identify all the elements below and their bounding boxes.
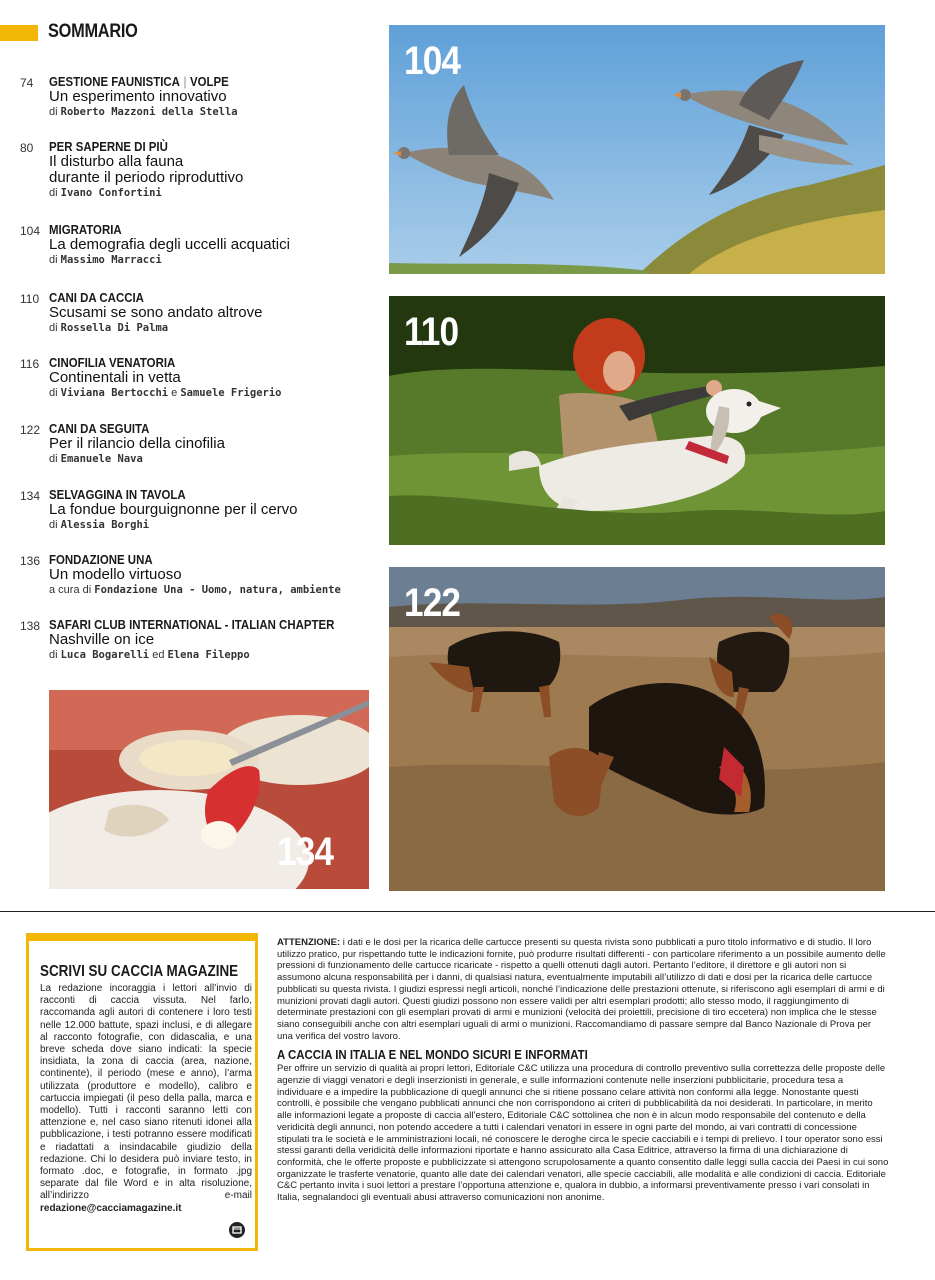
toc-author: di Emanuele Nava <box>49 453 143 465</box>
section-marker <box>0 25 38 41</box>
photo-page-number: 122 <box>404 581 461 625</box>
toc-section: CINOFILIA VENATORIA <box>49 355 176 370</box>
toc-section: MIGRATORIA <box>49 222 122 237</box>
toc-section <box>49 74 339 89</box>
toc-author: a cura di Fondazione Una - Uomo, natura, ambiente <box>49 584 341 596</box>
toc-author: di Massimo Marracci <box>49 254 162 266</box>
email-link[interactable]: redazione@cacciamagazine.it <box>40 1202 182 1214</box>
notice-attention <box>277 937 889 1042</box>
fondue-photo[interactable] <box>49 690 369 889</box>
toc-author: di Viviana Bertocchi e Samuele Frigerio <box>49 387 282 399</box>
pointer-dog-photo[interactable] <box>389 296 885 545</box>
pointer-dog-image <box>389 296 885 545</box>
toc-author: di Rossella Di Palma <box>49 322 169 334</box>
geese-photo[interactable] <box>389 25 885 274</box>
write-submission-box <box>26 933 258 1251</box>
toc-title: Scusami se sono andato altrove <box>49 304 263 321</box>
toc-author: di Ivano Confortini <box>49 187 162 199</box>
write-box-title: SCRIVI SU CACCIA MAGAZINE <box>40 963 239 980</box>
toc-title: Continentali in vetta <box>49 369 181 386</box>
notice-travel-text: Per offrire un servizio di qualità ai propri lettori, Editoriale C&C utilizza una procedura di controllo preventivo sulla correttezza delle proposte delle agenzie di viaggi venatori e degli inserzionisti in generale, e sulle informazioni contenute nelle inserzioni pubblicitarie, procedura tesa a individuare e a impedire la pubblicazione di quegli annunci che si ritiene possano celare attività non conformi alla legge. Nonostante questi controlli, è possibile che vengano pubblicati annunci che non corrispondono ai criteri di pubblicabilità da noi desiderati. In particolare, in merito alle informazioni legate a proposte di caccia all’estero, Editoriale C&C sottolinea che non è in alcun modo responsabile del contenuto e della veridicità degli annunci, non potendo accedere a tutti i calendari venatori in essere in ogni parte del mondo, ai vari contratti di concessione stipulati tra le società e le amministrazioni locali, né conoscere le deroghe circa le specie cacciabili e i tempi di prelievo. I tour operator sono essi stessi garanti della veridicità delle informazioni riportate e hanno assicurato alla Casa Editrice, attraverso la firma di una dichiarazione di conformità, che le offerte proposte e pubblicizzate si attengono scrupolosamente a quanto consentito dalle leggi sulla caccia dei Paesi in cui sono organizzate le trasferte venatorie, quanto alle date dei calendari venatori, alle specie cacciabili, alle modalità e alle condizioni di caccia. Editoriale C&C pertanto invita i suoi lettori a prestare l’opportuna attenzione e, qualora in dubbio, a informarsi preventivamente presso i vari consolati in Italia, segnalandoci gli eventuali abusi attraverso comunicazioni non anonime. <box>277 1063 889 1204</box>
toc-section: FONDAZIONE UNA <box>49 552 153 567</box>
photo-page-number: 110 <box>404 310 459 354</box>
toc-page-number: 80 <box>20 141 34 155</box>
toc-section: SELVAGGINA IN TAVOLA <box>49 487 186 502</box>
toc-title: La fondue bourguignonne per il cervo <box>49 501 298 518</box>
write-box-body <box>40 983 252 1215</box>
toc-author: di Luca Bogarelli ed Elena Fileppo <box>49 649 250 661</box>
notice-lead: ATTENZIONE: <box>277 937 341 948</box>
toc-page-number: 116 <box>20 357 40 371</box>
page-title: SOMMARIO <box>48 21 138 42</box>
toc-title: Per il rilancio della cinofilia <box>49 435 225 452</box>
toc-section: CANI DA SEGUITA <box>49 421 150 436</box>
toc-title-line-2: durante il periodo riproduttivo <box>49 169 244 186</box>
hounds-photo[interactable] <box>389 567 885 891</box>
toc-title: Il disturbo alla fauna <box>49 153 184 170</box>
toc-section: PER SAPERNE DI PIÙ <box>49 139 168 154</box>
toc-page-number: 122 <box>20 423 41 437</box>
toc-title: Un modello virtuoso <box>49 566 182 583</box>
legal-notices <box>277 937 889 1204</box>
photo-page-number: 134 <box>277 830 334 874</box>
magazine-logo-icon <box>229 1222 245 1238</box>
photo-page-number: 104 <box>404 39 461 83</box>
toc-author: di Roberto Mazzoni della Stella <box>49 106 238 118</box>
section-divider <box>0 911 935 912</box>
write-box-text: La redazione incoraggia i lettori all’invio di racconti di caccia vissuta. Nel farlo, raccomanda agli autori di contenere i loro testi nelle 12.000 battute, spazi inclusi, e di allegare al racconto fotografie, con didascalia, e una breve scheda dove siano indicati: la specie insidiata, la zona di caccia (area, nazione, continente), il periodo (mese e anno), l’arma utilizzata (produttore e modello), calibro e cartuccia impiegati (il peso della palla, marca e modello). Tutti i racconti saranno letti con attenzione e, nel caso siano ritenuti idonei alla pubblicazione, i testi potranno essere modificati e riadattati a insindacabile giudizio della redazione. Chi lo desidera può inviare testo, in formato .doc, e fotografie, in formato .jpg separate dal file Word e in alta risoluzione, all’indirizzo e-mail <box>40 983 252 1202</box>
notice-text: i dati e le dosi per la ricarica delle cartucce presenti su questa rivista sono pubblicati a puro titolo informativo e di studio. Il loro utilizzo pratico, pur rispettando tutte le indicazioni fornite, può produrre risultati differenti - con particolare riferimento a un possibile aumento delle pressioni di funzionamento delle cartucce ricaricate - rispetto a quelli ottenuti dagli autori. Pertanto l’editore, il direttore e gli autori non si assumono alcuna responsabilità per i danni, di qualsiasi natura, eventualmente imputabili all’utilizzo di dati e dosi per la ricarica delle cartucce pubblicati su questa rivista. I giudizi espressi negli articoli, nonché l’indicazione delle prestazioni ottenute, si riferiscono agli esemplari di armi e di munizioni provati dagli autori. Questi giudizi possono non essere validi per altri esemplari prodotti; allo stesso modo, il raggiungimento di determinate prestazioni con gli esemplari provati di armi e munizioni (velocità dei proiettili, precisione di tiro eccetera) non implica che le stesse siano conseguibili anche con altri esemplari uguali di armi o munizioni. Raccomandiamo di passare sempre dal Banco Nazionale di Prova per una verifica del vostro lavoro. <box>277 937 886 1042</box>
toc-section-label-2: VOLPE <box>189 74 229 89</box>
toc-section-label: GESTIONE FAUNISTICA <box>49 74 180 89</box>
toc-title: Nashville on ice <box>49 631 155 648</box>
toc-page-number: 74 <box>20 76 34 90</box>
toc-page-number: 110 <box>20 292 40 306</box>
toc-title: Un esperimento innovativo <box>49 88 227 105</box>
toc-section: SAFARI CLUB INTERNATIONAL - ITALIAN CHAPTER <box>49 617 335 632</box>
toc-page-number: 136 <box>20 554 41 568</box>
hounds-image <box>389 567 885 891</box>
toc-author: di Alessia Borghi <box>49 519 150 531</box>
toc-section: CANI DA CACCIA <box>49 290 144 305</box>
toc-title: La demografia degli uccelli acquatici <box>49 236 290 253</box>
notice-title: A CACCIA IN ITALIA E NEL MONDO SICURI E INFORMATI <box>277 1047 588 1063</box>
geese-image <box>389 25 885 274</box>
toc-page-number: 104 <box>20 224 41 238</box>
section-separator: | <box>183 74 187 89</box>
toc-page-number: 138 <box>20 619 41 633</box>
toc-page-number: 134 <box>20 489 41 503</box>
